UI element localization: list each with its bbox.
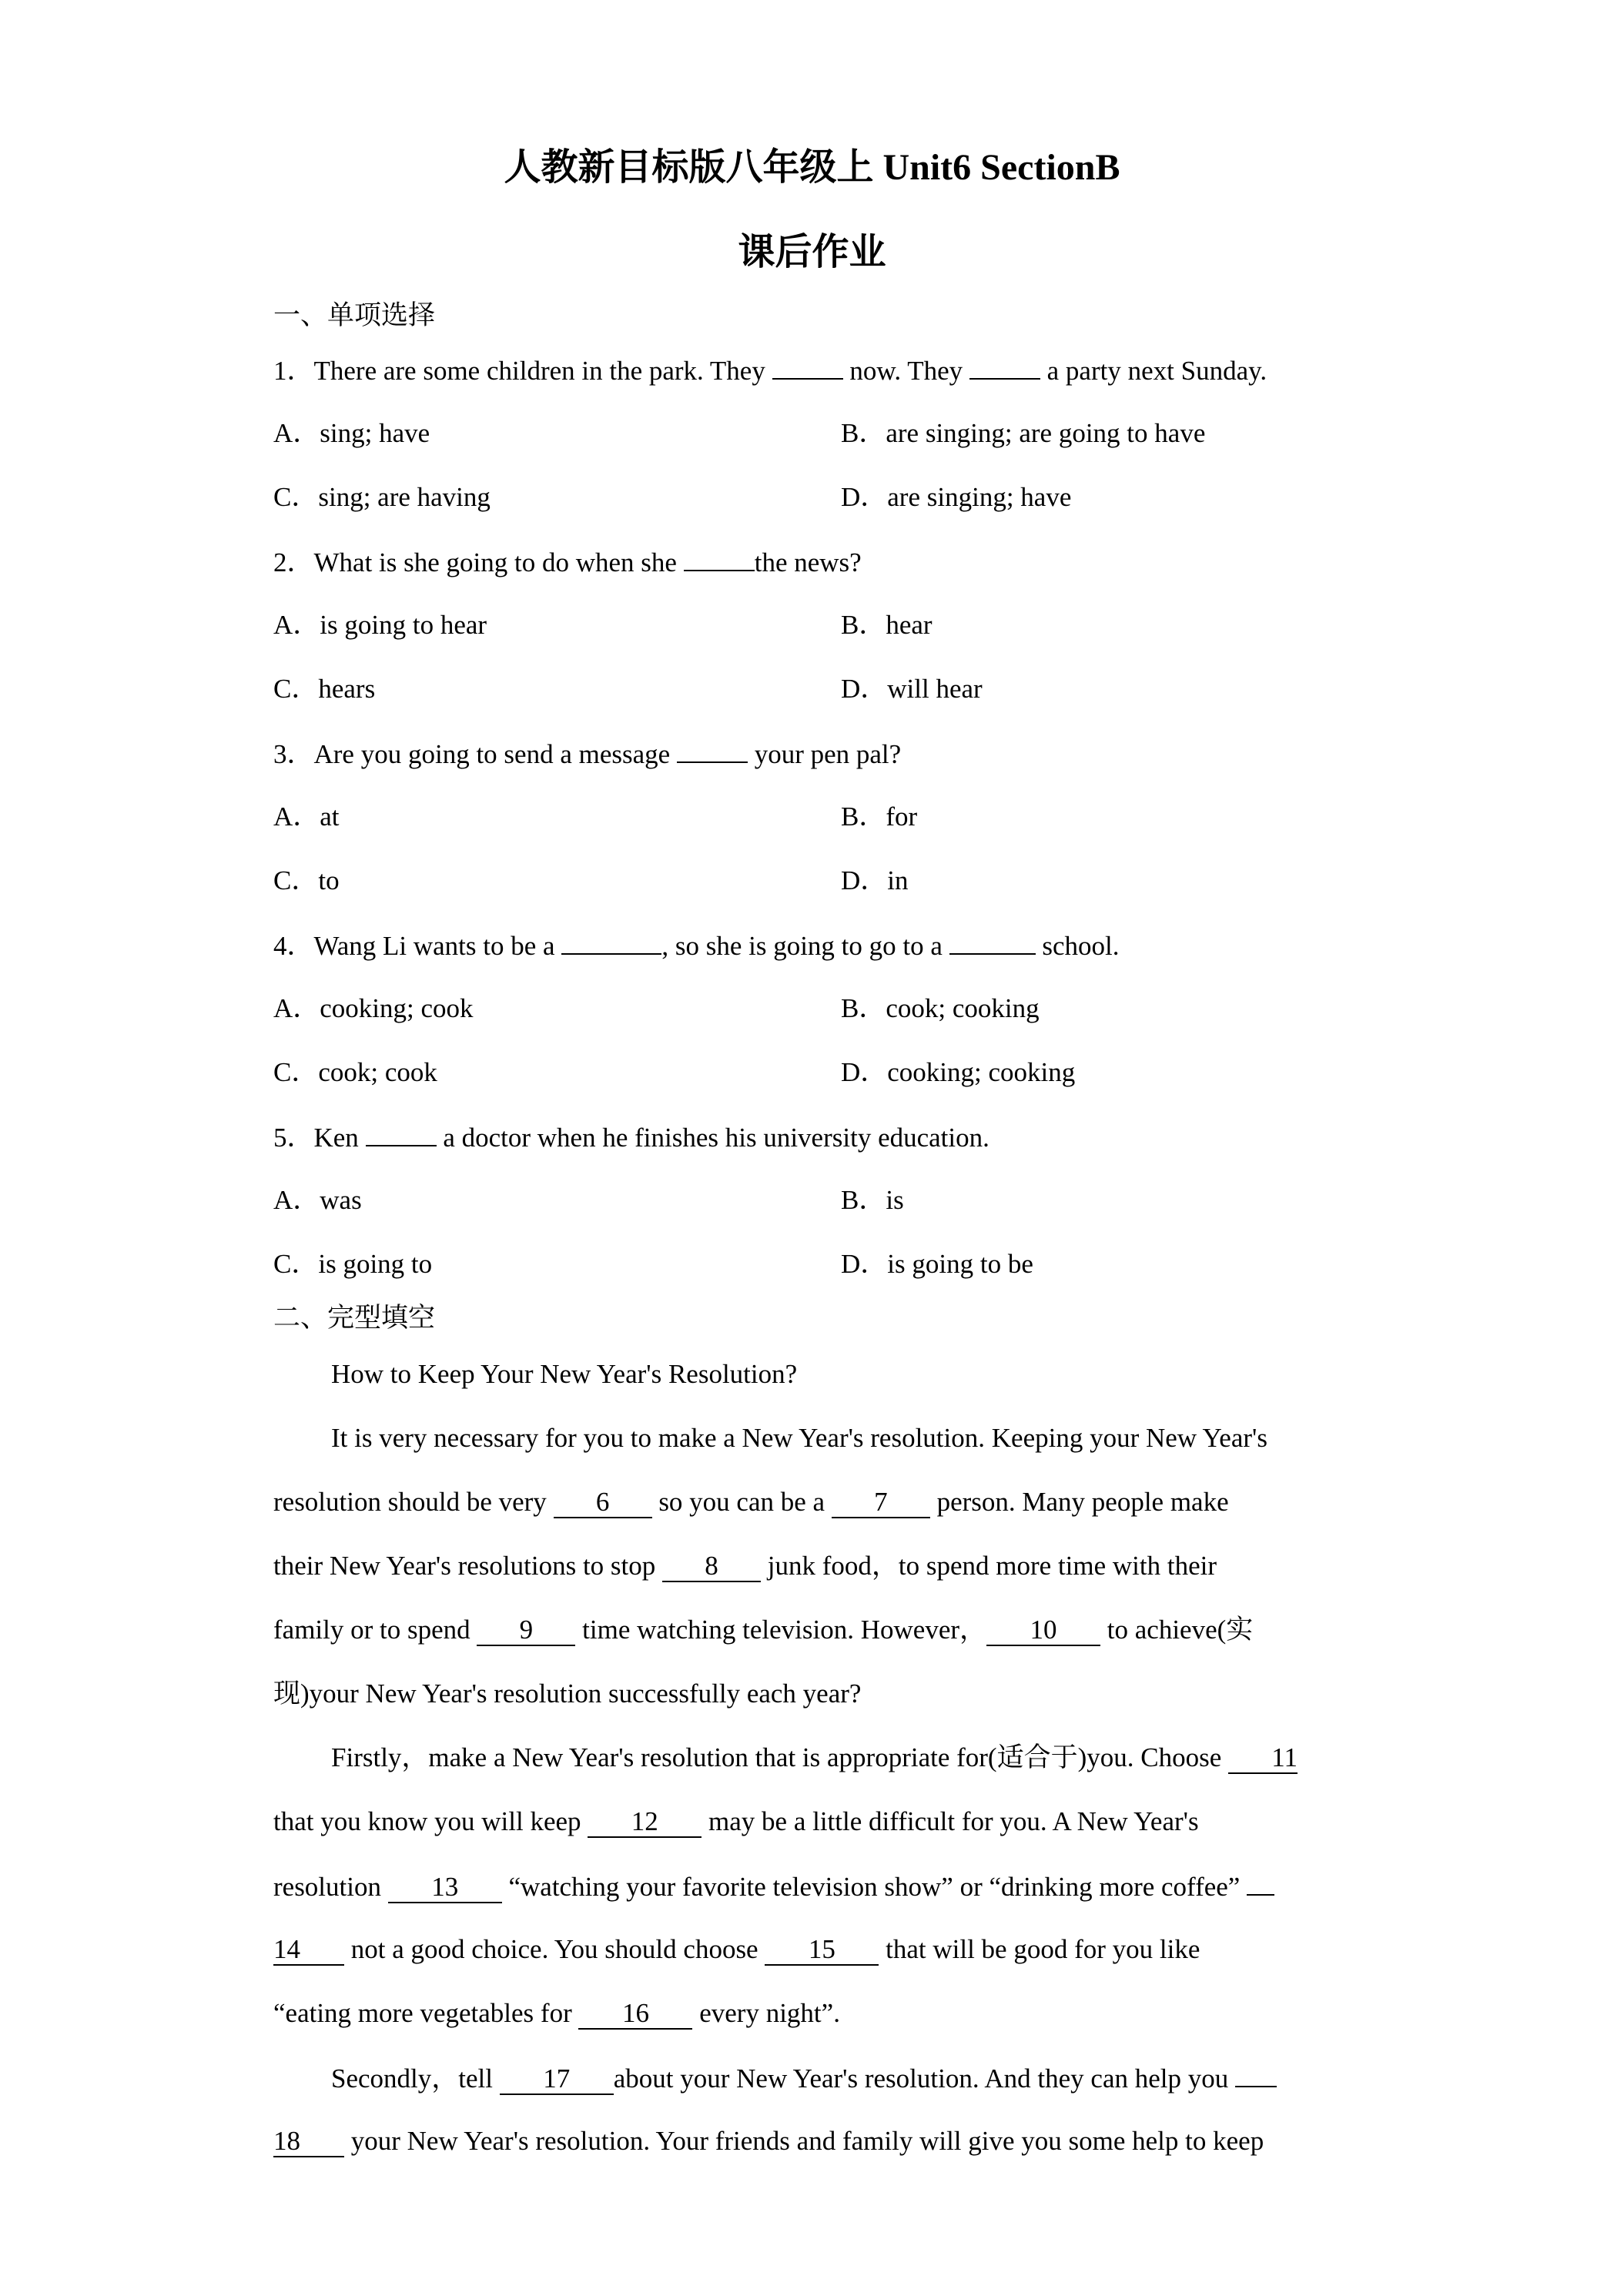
question-1-option-c: C．sing; are having bbox=[273, 482, 491, 512]
answer-blank bbox=[1235, 2060, 1277, 2087]
cloze-blank-10: 10 bbox=[986, 1615, 1100, 1646]
passage-line: that you know you will keep 12 may be a little difficult for you. A New Year's bbox=[273, 1806, 1199, 1836]
passage-title: How to Keep Your New Year's Resolution? bbox=[331, 1359, 798, 1389]
cloze-blank-14: 14 bbox=[273, 1935, 344, 1966]
title-line-2: 课后作业 bbox=[738, 232, 886, 273]
part1-heading: 一、单项选择 bbox=[273, 300, 436, 331]
passage-line: 14 not a good choice. You should choose 15 that will be good for you like bbox=[273, 1934, 1200, 1964]
cloze-blank-17: 17 bbox=[500, 2064, 614, 2095]
passage-line: 现)your New Year's resolution successfully each year? bbox=[273, 1678, 862, 1709]
question-4-stem: 4．Wang Li wants to be a , so she is going to go to a school. bbox=[273, 927, 1120, 964]
answer-blank bbox=[949, 927, 1036, 955]
cloze-blank-12: 12 bbox=[588, 1807, 702, 1838]
cloze-blank-13: 13 bbox=[388, 1873, 502, 1903]
cloze-blank-16: 16 bbox=[578, 1999, 692, 2030]
question-5-option-b: B．is bbox=[841, 1185, 904, 1215]
answer-blank bbox=[684, 544, 755, 571]
answer-blank bbox=[561, 927, 661, 955]
passage-line: 18 your New Year's resolution. Your friends and family will give you some help to keep bbox=[273, 2126, 1264, 2156]
question-3-option-b: B．for bbox=[841, 802, 918, 832]
question-5-option-a: A．was bbox=[273, 1185, 362, 1215]
part2-heading: 二、完型填空 bbox=[273, 1303, 436, 1334]
cloze-blank-7: 7 bbox=[832, 1488, 930, 1518]
question-3-option-c: C．to bbox=[273, 865, 340, 895]
question-4-option-d: D．cooking; cooking bbox=[841, 1057, 1076, 1087]
cloze-blank-9: 9 bbox=[477, 1615, 575, 1646]
question-1-stem: 1．There are some children in the park. They now. They a party next Sunday. bbox=[273, 352, 1267, 389]
question-4-option-a: A．cooking; cook bbox=[273, 993, 474, 1023]
passage-line: resolution 13 “watching your favorite television show” or “drinking more coffee” bbox=[273, 1868, 1274, 1905]
question-3-option-a: A．at bbox=[273, 802, 340, 832]
passage-line: resolution should be very 6 so you can be a 7 person. Many people make bbox=[273, 1487, 1229, 1517]
cloze-blank-15: 15 bbox=[765, 1935, 879, 1966]
answer-blank bbox=[969, 352, 1040, 380]
cloze-blank-8: 8 bbox=[662, 1551, 761, 1582]
question-4-option-c: C．cook; cook bbox=[273, 1057, 437, 1087]
question-2-stem: 2．What is she going to do when she the news? bbox=[273, 544, 862, 581]
passage-line: “eating more vegetables for 16 every night”. bbox=[273, 1998, 840, 2028]
cloze-blank-6: 6 bbox=[554, 1488, 652, 1518]
passage-line: It is very necessary for you to make a New Year's resolution. Keeping your New Year's bbox=[331, 1423, 1267, 1453]
cloze-blank-11: 11 bbox=[1228, 1743, 1298, 1774]
passage-line: their New Year's resolutions to stop 8 junk food，to spend more time with their bbox=[273, 1551, 1217, 1581]
question-2-option-c: C．hears bbox=[273, 674, 376, 704]
answer-blank bbox=[1247, 1868, 1274, 1896]
question-2-option-a: A．is going to hear bbox=[273, 610, 487, 640]
question-3-stem: 3．Are you going to send a message your pen pal? bbox=[273, 735, 901, 772]
question-1-option-d: D．are singing; have bbox=[841, 482, 1072, 512]
question-4-option-b: B．cook; cooking bbox=[841, 993, 1040, 1023]
title-line-1: 人教新目标版八年级上 Unit6 SectionB bbox=[504, 147, 1120, 188]
question-3-option-d: D．in bbox=[841, 865, 909, 895]
passage-line: family or to spend 9 time watching television. However， 10 to achieve(实 bbox=[273, 1615, 1254, 1645]
question-5-option-c: C．is going to bbox=[273, 1249, 433, 1279]
question-2-option-b: B．hear bbox=[841, 610, 933, 640]
passage-line: Secondly，tell 17 about your New Year's resolution. And they can help you bbox=[331, 2060, 1277, 2097]
answer-blank bbox=[366, 1119, 437, 1146]
cloze-blank-18: 18 bbox=[273, 2127, 344, 2157]
question-5-option-d: D．is going to be bbox=[841, 1249, 1033, 1279]
passage-line: Firstly，make a New Year's resolution that is appropriate for(适合于)you. Choose 11 bbox=[331, 1742, 1298, 1772]
answer-blank bbox=[772, 352, 843, 380]
question-5-stem: 5．Ken a doctor when he finishes his university education. bbox=[273, 1119, 989, 1156]
question-1-option-a: A．sing; have bbox=[273, 418, 430, 448]
answer-blank bbox=[677, 735, 748, 763]
question-2-option-d: D．will hear bbox=[841, 674, 983, 704]
question-1-option-b: B．are singing; are going to have bbox=[841, 418, 1206, 448]
